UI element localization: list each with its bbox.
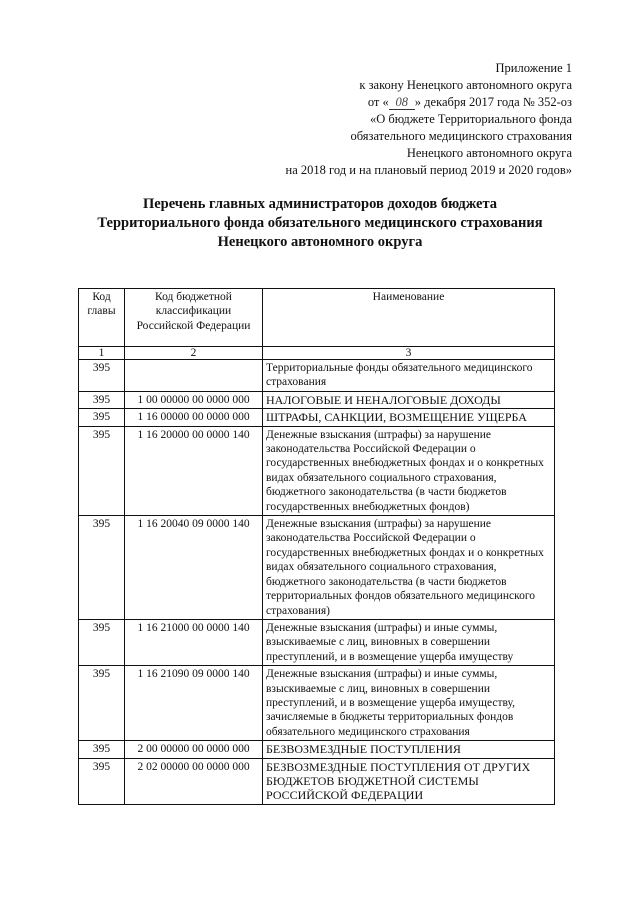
header-name: Наименование xyxy=(263,289,555,347)
code-cell: 1 16 21090 09 0000 140 xyxy=(125,666,263,741)
table-row xyxy=(79,426,555,515)
table-row xyxy=(79,360,555,392)
appendix-header xyxy=(286,60,572,179)
date-prefix: от « xyxy=(367,95,389,109)
code-cell: 2 02 00000 00 0000 000 xyxy=(125,758,263,804)
code-cell: 1 00 00000 00 0000 000 xyxy=(125,391,263,408)
chapter-cell: 395 xyxy=(79,516,125,620)
table-row xyxy=(79,758,555,804)
table-row xyxy=(79,666,555,741)
header-budget-code: Код бюджетной классификации Российской Федерации xyxy=(125,289,263,347)
code-cell: 1 16 21000 00 0000 140 xyxy=(125,619,263,665)
chapter-cell: 395 xyxy=(79,758,125,804)
chapter-cell: 395 xyxy=(79,619,125,665)
appendix-line-1: Приложение 1 xyxy=(495,61,572,75)
name-cell: БЕЗВОЗМЕЗДНЫЕ ПОСТУПЛЕНИЯ ОТ ДРУГИХ БЮДЖЕТОВ БЮДЖЕТНОЙ СИСТЕМЫ РОССИЙСКОЙ ФЕДЕРАЦИИ xyxy=(263,758,555,804)
header-chapter-code: Код главы xyxy=(79,289,125,347)
appendix-line-5: обязательного медицинского страхования xyxy=(350,129,572,143)
chapter-cell: 395 xyxy=(79,666,125,741)
chapter-cell: 395 xyxy=(79,360,125,392)
column-number-row xyxy=(79,347,555,360)
code-cell: 1 16 00000 00 0000 000 xyxy=(125,409,263,426)
title-line-2: Территориального фонда обязательного медицинского страхования xyxy=(97,215,543,231)
name-cell: Денежные взыскания (штрафы) за нарушение законодательства Российской Федерации о государственных внебюджетных фондах и о конкретных видах обязательного социального страхования, бюджетного законодательства (в части бюджетов территориальных фондов обязательного медицинского страхования) xyxy=(263,516,555,620)
chapter-cell: 395 xyxy=(79,741,125,758)
code-cell: 2 00 00000 00 0000 000 xyxy=(125,741,263,758)
table-row xyxy=(79,619,555,665)
appendix-line-2: к закону Ненецкого автономного округа xyxy=(359,78,572,92)
column-number-1: 1 xyxy=(79,347,125,360)
name-cell: Территориальные фонды обязательного медицинского страхования xyxy=(263,360,555,392)
chapter-cell: 395 xyxy=(79,409,125,426)
document-title xyxy=(40,195,600,252)
column-number-3: 3 xyxy=(263,347,555,360)
name-cell: Денежные взыскания (штрафы) и иные суммы, взыскиваемые с лиц, виновных в совершении преступлений, и в возмещение ущерба имуществу, зачисляемые в бюджеты территориальных фондов обязательного медицинского страхования xyxy=(263,666,555,741)
name-cell: Денежные взыскания (штрафы) и иные суммы, взыскиваемые с лиц, виновных в совершении преступлений, и в возмещение ущерба имуществу xyxy=(263,619,555,665)
name-cell: Денежные взыскания (штрафы) за нарушение законодательства Российской Федерации о государственных внебюджетных фондах и о конкретных видах обязательного социального страхования, бюджетного законодательства (в части бюджетов государственных внебюджетных фондов) xyxy=(263,426,555,515)
date-suffix: » декабря 2017 года № 352-оз xyxy=(414,95,572,109)
table-row xyxy=(79,516,555,620)
appendix-line-4: «О бюджете Территориального фонда xyxy=(369,112,572,126)
code-cell: 1 16 20040 09 0000 140 xyxy=(125,516,263,620)
table-row xyxy=(79,409,555,426)
title-line-3: Ненецкого автономного округа xyxy=(217,234,423,250)
appendix-date-line xyxy=(286,94,572,111)
table-header-row xyxy=(79,289,555,347)
column-number-2: 2 xyxy=(125,347,263,360)
name-cell: БЕЗВОЗМЕЗДНЫЕ ПОСТУПЛЕНИЯ xyxy=(263,741,555,758)
table-row xyxy=(79,391,555,408)
code-cell xyxy=(125,360,263,392)
name-cell: НАЛОГОВЫЕ И НЕНАЛОГОВЫЕ ДОХОДЫ xyxy=(263,391,555,408)
code-cell: 1 16 20000 00 0000 140 xyxy=(125,426,263,515)
appendix-line-6: Ненецкого автономного округа xyxy=(406,146,572,160)
handwritten-day: 08 xyxy=(389,95,415,110)
administrators-table xyxy=(78,288,555,805)
table-row xyxy=(79,741,555,758)
title-line-1: Перечень главных администраторов доходов бюджета xyxy=(142,196,498,212)
chapter-cell: 395 xyxy=(79,426,125,515)
name-cell: ШТРАФЫ, САНКЦИИ, ВОЗМЕЩЕНИЕ УЩЕРБА xyxy=(263,409,555,426)
chapter-cell: 395 xyxy=(79,391,125,408)
appendix-line-7: на 2018 год и на плановый период 2019 и 2020 годов» xyxy=(285,163,572,177)
